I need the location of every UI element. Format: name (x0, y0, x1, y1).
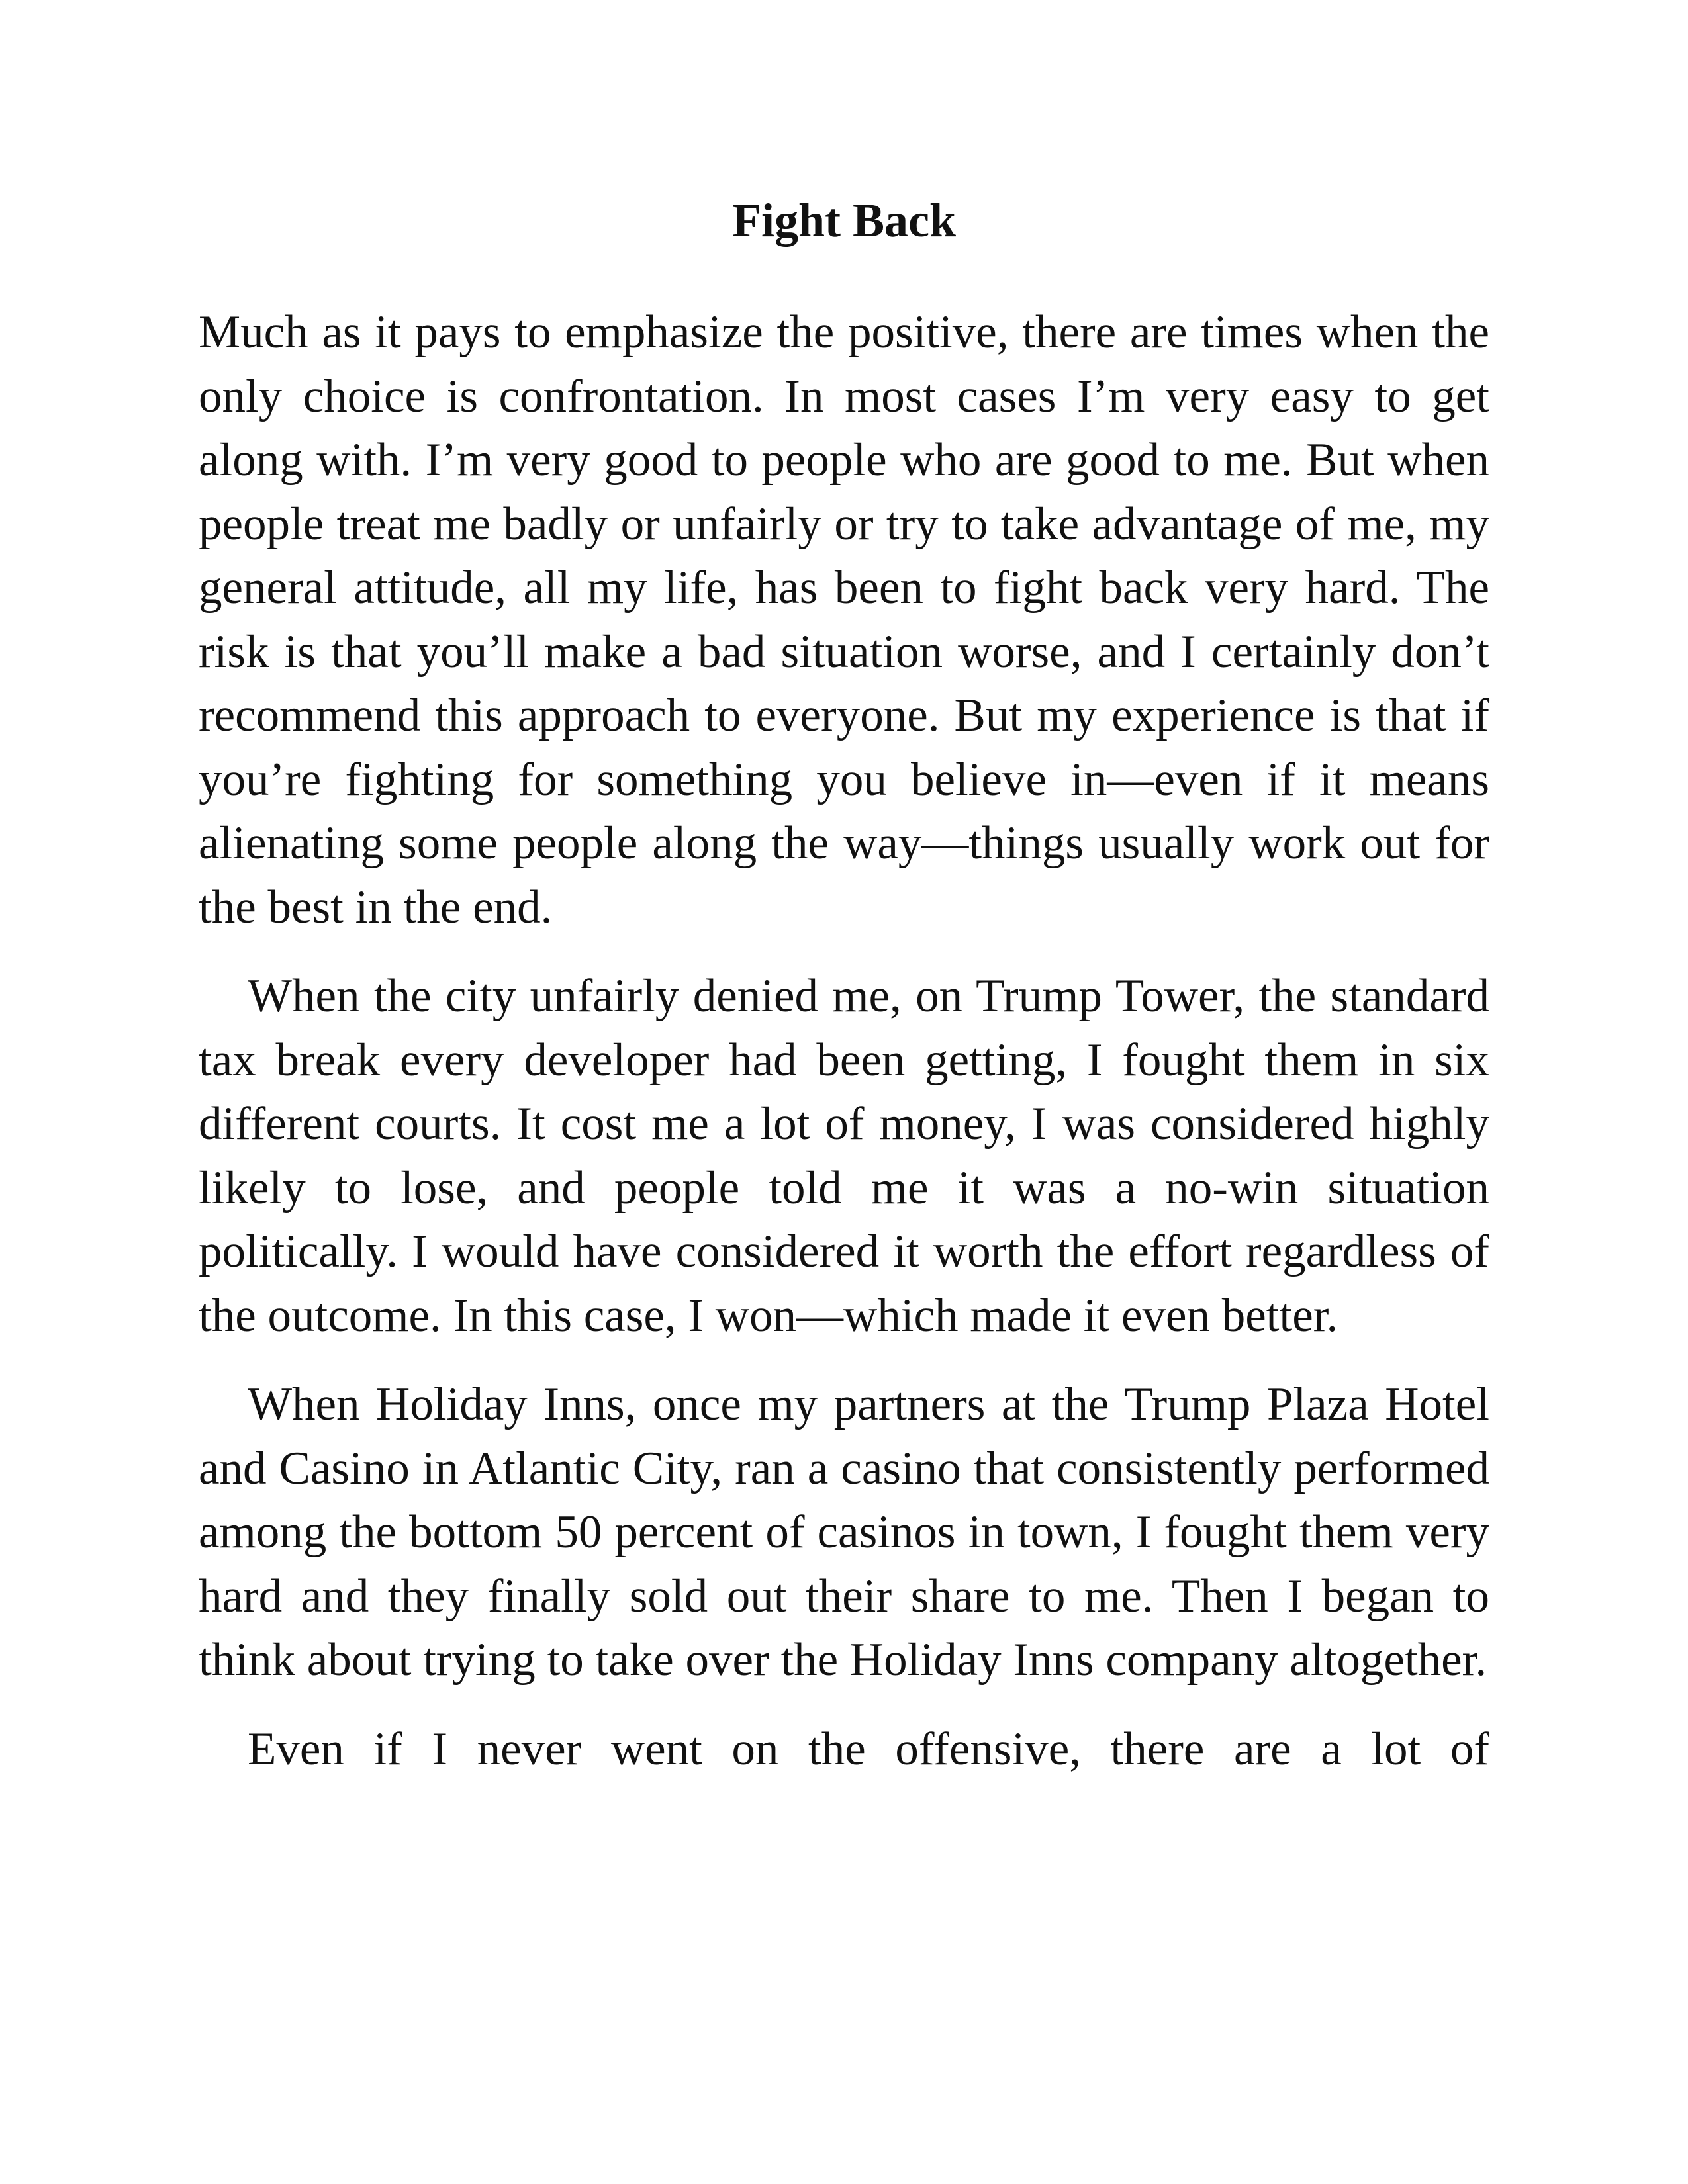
document-page (199, 192, 1489, 1806)
paragraph-2: When the city unfairly denied me, on Trump Tower, the standard tax break every developer had been getting, I fought them in six different courts. It cost me a lot of money, I was considered highly likely to lose, and people told me it was a no-win situation politically. I would have considered it worth the effort regardless of the outcome. In this case, I won—which made it even better. (199, 970, 1489, 1342)
paragraph-1: Much as it pays to emphasize the positive, there are times when the only choice is confrontation. In most cases I’m very easy to get along with. I’m very good to people who are good to me. But when people treat me badly or unfairly or try to take advantage of me, my general attitude, all my life, has been to fight back very hard. The risk is that you’ll make a bad situation worse, and I certainly don’t recommend this approach to everyone. But my experience is that if you’re fighting for something you believe in—even if it means alienating some people along the way—things usually work out for the best in the end. (199, 306, 1489, 933)
paragraph-4: Even if I never went on the offensive, there are a lot of (248, 1723, 1489, 1775)
paragraph-3: When Holiday Inns, once my partners at the Trump Plaza Hotel and Casino in Atlantic City, ran a casino that consistently performed among the bottom 50 percent of casinos in town, I fought them very hard and they finally sold out their share to me. Then I began to think about trying to take over the Holiday Inns company altogether. (199, 1379, 1489, 1686)
chapter-title: Fight Back (731, 194, 957, 247)
